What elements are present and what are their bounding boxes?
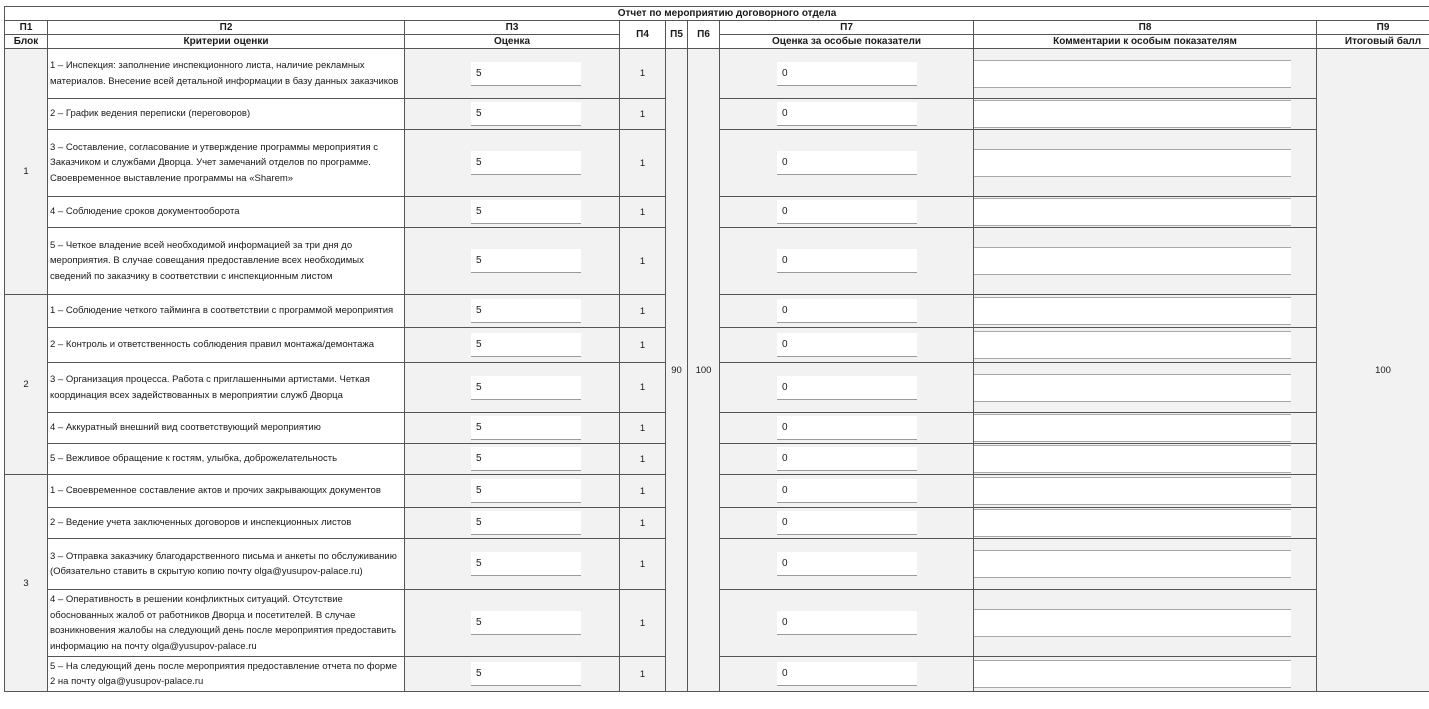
p4-value: 1: [620, 475, 666, 508]
criterion-text: 1 – Соблюдение четкого тайминга в соответствии с программой мероприятия: [48, 295, 405, 328]
comment-cell: [974, 49, 1317, 99]
criterion-text: 2 – Ведение учета заключенных договоров и инспекционных листов: [48, 508, 405, 539]
block-cell: 3: [5, 475, 48, 692]
score-input[interactable]: 5: [471, 151, 581, 175]
criterion-text: 4 – Аккуратный внешний вид соответствующий мероприятию: [48, 413, 405, 444]
special-score-cell: [720, 197, 974, 228]
subheader-score: Оценка: [405, 35, 620, 49]
score-input[interactable]: 5: [471, 299, 581, 323]
criterion-text: 4 – Соблюдение сроков документооборота: [48, 197, 405, 228]
p4-value: 1: [620, 413, 666, 444]
special-score-cell: [720, 475, 974, 508]
special-score-cell: [720, 363, 974, 413]
p4-value: 1: [620, 328, 666, 363]
score-input[interactable]: 5: [471, 447, 581, 471]
comment-input[interactable]: [974, 198, 1291, 226]
special-score-input[interactable]: 0: [777, 200, 917, 224]
comment-input[interactable]: [974, 60, 1291, 88]
comment-cell: [974, 444, 1317, 475]
special-score-input[interactable]: 0: [777, 511, 917, 535]
col-p9: П9: [1317, 21, 1429, 35]
special-score-cell: [720, 328, 974, 363]
score-cell: [405, 99, 620, 130]
comment-cell: [974, 363, 1317, 413]
score-cell: [405, 228, 620, 295]
special-score-input[interactable]: 0: [777, 333, 917, 357]
p4-value: 1: [620, 197, 666, 228]
block-cell: 1: [5, 49, 48, 295]
comment-input[interactable]: [974, 550, 1291, 578]
criterion-text: 3 – Организация процесса. Работа с приглашенными артистами. Четкая координация всех задействованных в мероприятии служб Дворца: [48, 363, 405, 413]
criterion-text: 5 – Вежливое обращение к гостям, улыбка, доброжелательность: [48, 444, 405, 475]
table-row: [5, 49, 1429, 99]
comment-input[interactable]: [974, 445, 1291, 473]
col-p8: П8: [974, 21, 1317, 35]
p6-value: 100: [688, 49, 720, 692]
score-cell: [405, 539, 620, 590]
comment-cell: [974, 657, 1317, 692]
special-score-input[interactable]: 0: [777, 611, 917, 635]
subheader-total: Итоговый балл: [1317, 35, 1429, 49]
col-p7: П7: [720, 21, 974, 35]
comment-input[interactable]: [974, 477, 1291, 505]
comment-input[interactable]: [974, 414, 1291, 442]
comment-cell: [974, 508, 1317, 539]
comment-input[interactable]: [974, 374, 1291, 402]
criterion-text: 5 – Четкое владение всей необходимой информацией за три дня до мероприятия. В случае совещания предоставление всех необходимых сведений по заказчику в соответствии с инспекционным листом: [48, 228, 405, 295]
block-cell: 2: [5, 295, 48, 475]
score-input[interactable]: 5: [471, 416, 581, 440]
score-input[interactable]: 5: [471, 611, 581, 635]
comment-cell: [974, 197, 1317, 228]
score-cell: [405, 197, 620, 228]
special-score-input[interactable]: 0: [777, 447, 917, 471]
special-score-input[interactable]: 0: [777, 62, 917, 86]
score-input[interactable]: 5: [471, 102, 581, 126]
criterion-text: 1 – Своевременное составление актов и прочих закрывающих документов: [48, 475, 405, 508]
special-score-cell: [720, 444, 974, 475]
comment-input[interactable]: [974, 100, 1291, 128]
criterion-text: 1 – Инспекция: заполнение инспекционного листа, наличие рекламных материалов. Внесение всей детальной информации в базу данных заказчиков: [48, 49, 405, 99]
p4-value: 1: [620, 539, 666, 590]
p4-value: 1: [620, 590, 666, 657]
criterion-text: 2 – График ведения переписки (переговоров): [48, 99, 405, 130]
special-score-cell: [720, 295, 974, 328]
criterion-text: 3 – Составление, согласование и утверждение программы мероприятия с Заказчиком и службами Дворца. Учет замечаний отделов по программе. Своевременное выставление программы на «Sharem»: [48, 130, 405, 197]
comment-cell: [974, 130, 1317, 197]
score-cell: [405, 295, 620, 328]
comment-cell: [974, 228, 1317, 295]
col-p4: П4: [620, 21, 666, 49]
subheader-criteria: Критерии оценки: [48, 35, 405, 49]
score-cell: [405, 508, 620, 539]
p4-value: 1: [620, 99, 666, 130]
comment-input[interactable]: [974, 297, 1291, 325]
score-input[interactable]: 5: [471, 333, 581, 357]
subheader-block: Блок: [5, 35, 48, 49]
p4-value: 1: [620, 228, 666, 295]
score-cell: [405, 130, 620, 197]
comment-cell: [974, 475, 1317, 508]
score-input[interactable]: 5: [471, 479, 581, 503]
p4-value: 1: [620, 363, 666, 413]
special-score-cell: [720, 590, 974, 657]
col-p6: П6: [688, 21, 720, 49]
criterion-text: 5 – На следующий день после мероприятия предоставление отчета по форме 2 на почту olga@yusupov-palace.ru: [48, 657, 405, 692]
criterion-text: 2 – Контроль и ответственность соблюдения правил монтажа/демонтажа: [48, 328, 405, 363]
comment-input[interactable]: [974, 509, 1291, 537]
special-score-cell: [720, 413, 974, 444]
p4-value: 1: [620, 295, 666, 328]
subheader-special-score: Оценка за особые показатели: [720, 35, 974, 49]
score-cell: [405, 363, 620, 413]
score-input[interactable]: 5: [471, 200, 581, 224]
special-score-cell: [720, 657, 974, 692]
score-cell: [405, 657, 620, 692]
p4-value: 1: [620, 49, 666, 99]
score-cell: [405, 49, 620, 99]
col-p3: П3: [405, 21, 620, 35]
special-score-input[interactable]: 0: [777, 376, 917, 400]
score-input[interactable]: 5: [471, 62, 581, 86]
score-cell: [405, 590, 620, 657]
subheader-special-comments: Комментарии к особым показателям: [974, 35, 1317, 49]
score-input[interactable]: 5: [471, 376, 581, 400]
score-input[interactable]: 5: [471, 552, 581, 576]
special-score-input[interactable]: 0: [777, 662, 917, 686]
p4-value: 1: [620, 657, 666, 692]
comment-cell: [974, 295, 1317, 328]
special-score-input[interactable]: 0: [777, 299, 917, 323]
special-score-cell: [720, 539, 974, 590]
special-score-input[interactable]: 0: [777, 151, 917, 175]
criterion-text: 4 – Оперативность в решении конфликтных ситуаций. Отсутствие обоснованных жалоб от работников Дворца и посетителей. В случае возникновения жалобы на следующий день после мероприятия предоставить информацию на почту olga@yusupov-palace.ru: [48, 590, 405, 657]
special-score-cell: [720, 130, 974, 197]
score-input[interactable]: 5: [471, 249, 581, 273]
report-body: [5, 49, 1429, 692]
special-score-input[interactable]: 0: [777, 416, 917, 440]
report-table: [4, 6, 1429, 692]
comment-cell: [974, 99, 1317, 130]
score-input[interactable]: 5: [471, 511, 581, 535]
special-score-input[interactable]: 0: [777, 249, 917, 273]
score-cell: [405, 413, 620, 444]
comment-input[interactable]: [974, 247, 1291, 275]
score-cell: [405, 444, 620, 475]
comment-input[interactable]: [974, 609, 1291, 637]
special-score-cell: [720, 228, 974, 295]
p4-value: 1: [620, 444, 666, 475]
comment-cell: [974, 413, 1317, 444]
comment-cell: [974, 590, 1317, 657]
score-cell: [405, 475, 620, 508]
special-score-cell: [720, 99, 974, 130]
special-score-cell: [720, 508, 974, 539]
col-p5: П5: [666, 21, 688, 49]
comment-cell: [974, 328, 1317, 363]
p4-value: 1: [620, 508, 666, 539]
score-cell: [405, 328, 620, 363]
comment-input[interactable]: [974, 331, 1291, 359]
report-title: Отчет по мероприятию договорного отдела: [5, 7, 1429, 21]
special-score-input[interactable]: 0: [777, 102, 917, 126]
special-score-input[interactable]: 0: [777, 552, 917, 576]
comment-input[interactable]: [974, 660, 1291, 688]
p5-value: 90: [666, 49, 688, 692]
total-score: 100: [1317, 49, 1429, 692]
criterion-text: 3 – Отправка заказчику благодарственного письма и анкеты по обслуживанию (Обязательно ставить в скрытую копию почту olga@yusupov-palace.ru): [48, 539, 405, 590]
special-score-input[interactable]: 0: [777, 479, 917, 503]
col-p2: П2: [48, 21, 405, 35]
col-p1: П1: [5, 21, 48, 35]
score-input[interactable]: 5: [471, 662, 581, 686]
special-score-cell: [720, 49, 974, 99]
comment-cell: [974, 539, 1317, 590]
p4-value: 1: [620, 130, 666, 197]
comment-input[interactable]: [974, 149, 1291, 177]
